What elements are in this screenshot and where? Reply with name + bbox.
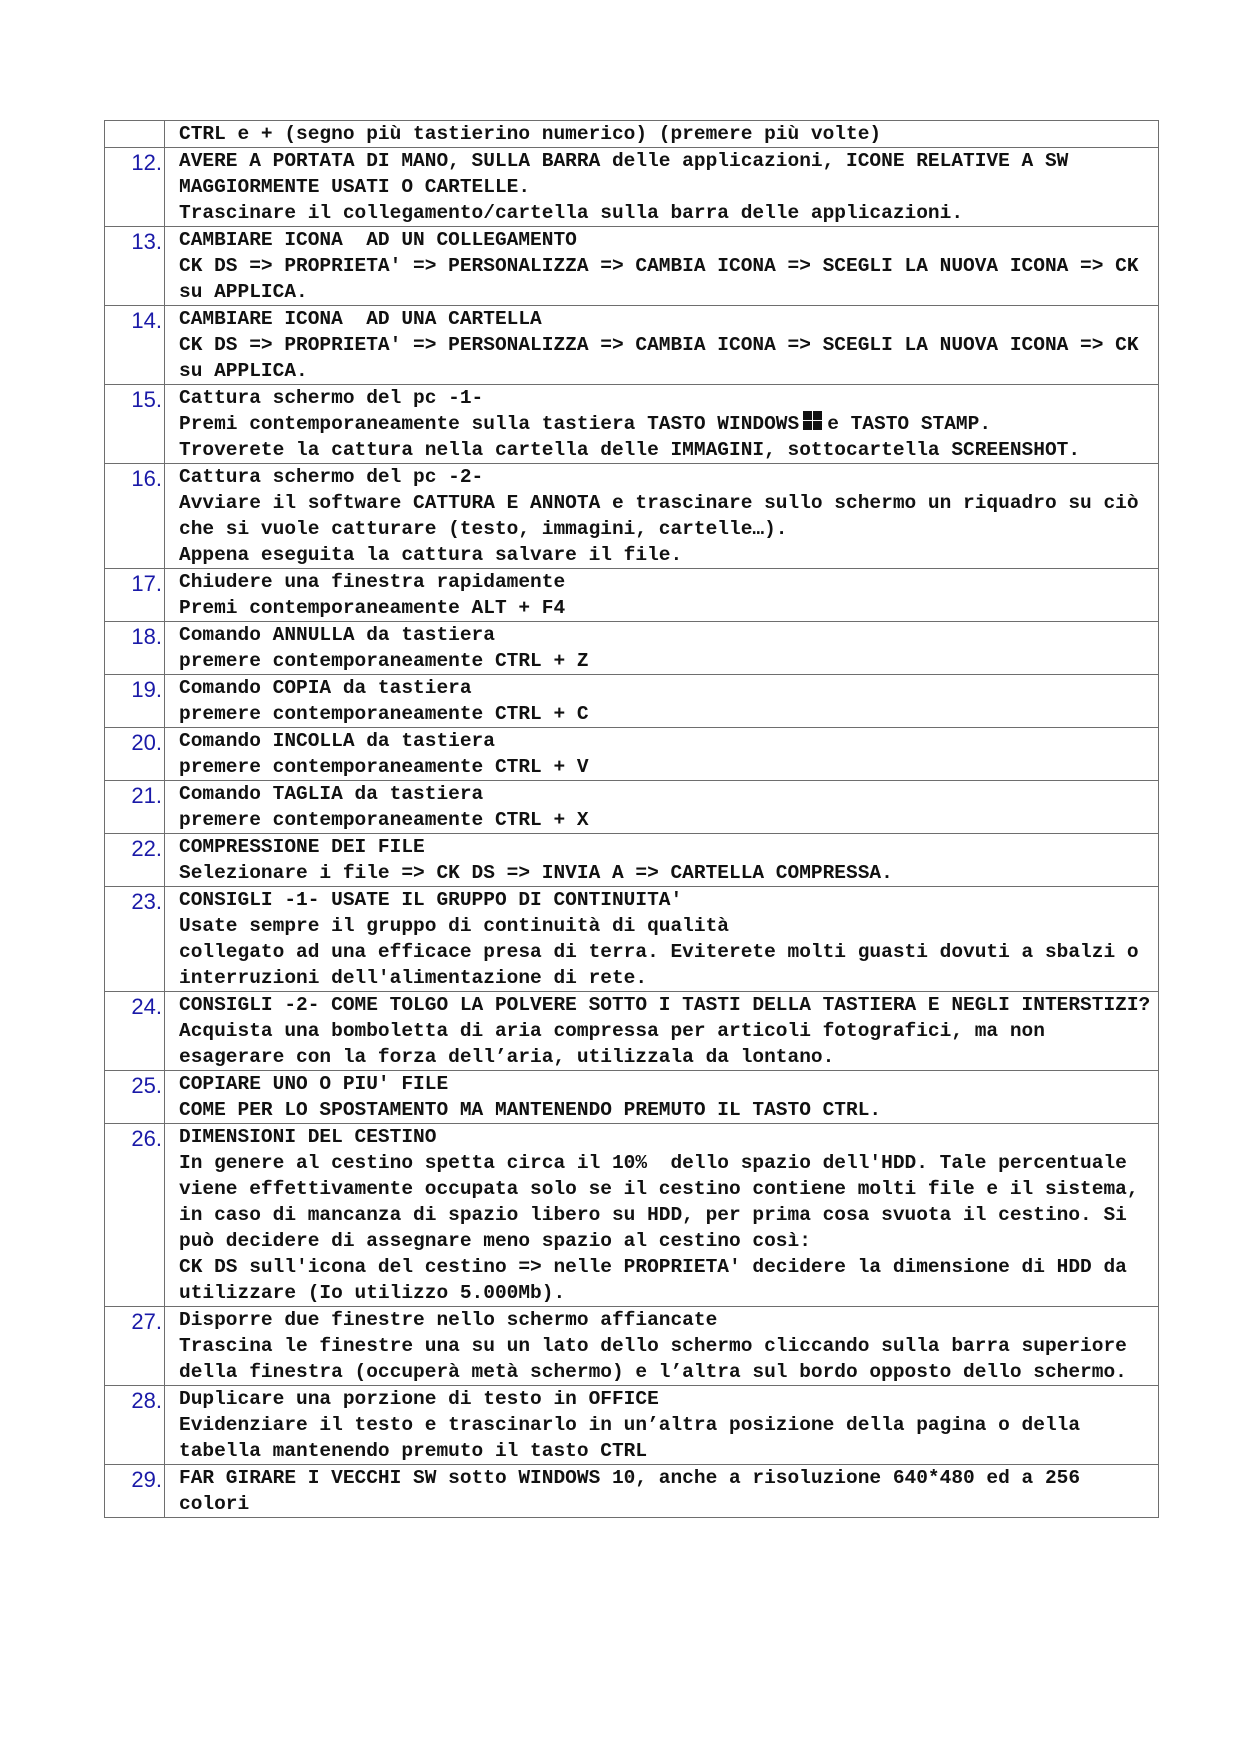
row-text bbox=[165, 148, 1159, 227]
row-text bbox=[165, 1386, 1159, 1465]
text-line: Comando INCOLLA da tastiera bbox=[179, 730, 495, 752]
row-number: 14. bbox=[105, 306, 165, 385]
row-number: 28. bbox=[105, 1386, 165, 1465]
row-text bbox=[165, 306, 1159, 385]
row-text bbox=[165, 728, 1159, 781]
row-number: 21. bbox=[105, 781, 165, 834]
row-number: 16. bbox=[105, 464, 165, 569]
text-line: Chiudere una finestra rapidamente bbox=[179, 571, 566, 593]
row-number: 23. bbox=[105, 887, 165, 992]
text-line: Trascinare il collegamento/cartella sulla barra delle applicazioni. bbox=[179, 202, 964, 224]
text-line: Acquista una bomboletta di aria compressa per articoli fotografici, ma non esagerare con la forza dell’aria, utilizzala da lontano. bbox=[179, 1020, 1057, 1068]
table-row bbox=[105, 1124, 1159, 1307]
table-row bbox=[105, 728, 1159, 781]
table-row bbox=[105, 569, 1159, 622]
text-line: CK DS => PROPRIETA' => PERSONALIZZA => CAMBIA ICONA => SCEGLI LA NUOVA ICONA => CK su APPLICA. bbox=[179, 334, 1151, 382]
table-row bbox=[105, 675, 1159, 728]
row-number: 20. bbox=[105, 728, 165, 781]
row-number: 13. bbox=[105, 227, 165, 306]
table-row bbox=[105, 1307, 1159, 1386]
text-line: Usate sempre il gruppo di continuità di qualità bbox=[179, 915, 729, 937]
text-line: Disporre due finestre nello schermo affiancate bbox=[179, 1309, 718, 1331]
text-line: In genere al cestino spetta circa il 10% dello spazio dell'HDD. Tale percentuale viene effettivamente occupata solo se il cestino contiene molti file e il sistema, in caso di mancanza di spazio libero su HDD, per prima cosa svuota il cestino. Si può decidere di assegnare meno spazio al cestino così: bbox=[179, 1152, 1151, 1252]
table-row bbox=[105, 306, 1159, 385]
tips-table-body bbox=[105, 121, 1159, 1518]
text-segment: e TASTO STAMP. bbox=[827, 413, 992, 435]
text-line: Comando TAGLIA da tastiera bbox=[179, 783, 484, 805]
text-line: Selezionare i file => CK DS => INVIA A => CARTELLA COMPRESSA. bbox=[179, 862, 893, 884]
row-number bbox=[105, 121, 165, 148]
table-row bbox=[105, 148, 1159, 227]
text-line: CK DS => PROPRIETA' => PERSONALIZZA => CAMBIA ICONA => SCEGLI LA NUOVA ICONA => CK su APPLICA. bbox=[179, 255, 1151, 303]
text-line: premere contemporaneamente CTRL + V bbox=[179, 756, 589, 778]
text-line: COME PER LO SPOSTAMENTO MA MANTENENDO PREMUTO IL TASTO CTRL. bbox=[179, 1099, 882, 1121]
text-line: Premi contemporaneamente ALT + F4 bbox=[179, 597, 566, 619]
table-row bbox=[105, 1071, 1159, 1124]
windows-logo-icon bbox=[803, 411, 823, 431]
text-line: Comando COPIA da tastiera bbox=[179, 677, 472, 699]
row-text bbox=[165, 1307, 1159, 1386]
table-row bbox=[105, 1386, 1159, 1465]
text-line: Appena eseguita la cattura salvare il file. bbox=[179, 544, 683, 566]
table-row bbox=[105, 464, 1159, 569]
text-line: Avviare il software CATTURA E ANNOTA e trascinare sullo schermo un riquadro su ciò che si vuole catturare (testo, immagini, cartelle…). bbox=[179, 492, 1151, 540]
row-number: 15. bbox=[105, 385, 165, 464]
row-number: 22. bbox=[105, 834, 165, 887]
table-row bbox=[105, 622, 1159, 675]
text-line: CAMBIARE ICONA AD UN COLLEGAMENTO bbox=[179, 229, 577, 251]
table-row bbox=[105, 121, 1159, 148]
text-line: premere contemporaneamente CTRL + Z bbox=[179, 650, 589, 672]
text-line: collegato ad una efficace presa di terra. Eviterete molti guasti dovuti a sbalzi o interruzioni dell'alimentazione di rete. bbox=[179, 941, 1151, 989]
table-row bbox=[105, 227, 1159, 306]
text-line: premere contemporaneamente CTRL + X bbox=[179, 809, 589, 831]
text-line: Trascina le finestre una su un lato dello schermo cliccando sulla barra superiore della finestra (occuperà metà schermo) e l’altra sul bordo opposto dello schermo. bbox=[179, 1335, 1139, 1383]
text-line: premere contemporaneamente CTRL + C bbox=[179, 703, 589, 725]
text-line: Cattura schermo del pc -1- bbox=[179, 387, 484, 409]
row-number: 18. bbox=[105, 622, 165, 675]
table-row bbox=[105, 1465, 1159, 1518]
text-line: Comando ANNULLA da tastiera bbox=[179, 624, 495, 646]
text-line: COPIARE UNO O PIU' FILE bbox=[179, 1073, 449, 1095]
row-text bbox=[165, 887, 1159, 992]
row-text bbox=[165, 121, 1159, 148]
tips-table bbox=[104, 120, 1159, 1518]
text-segment: Premi contemporaneamente sulla tastiera TASTO WINDOWS bbox=[179, 413, 800, 435]
table-row bbox=[105, 385, 1159, 464]
text-line: COMPRESSIONE DEI FILE bbox=[179, 836, 425, 858]
row-number: 27. bbox=[105, 1307, 165, 1386]
table-row bbox=[105, 887, 1159, 992]
text-line: DIMENSIONI DEL CESTINO bbox=[179, 1126, 437, 1148]
text-line: Troverete la cattura nella cartella delle IMMAGINI, sottocartella SCREENSHOT. bbox=[179, 439, 1081, 461]
table-row bbox=[105, 834, 1159, 887]
row-text bbox=[165, 834, 1159, 887]
row-number: 29. bbox=[105, 1465, 165, 1518]
text-line: FAR GIRARE I VECCHI SW sotto WINDOWS 10, anche a risoluzione 640*480 ed a 256 colori bbox=[179, 1467, 1104, 1515]
text-line: CONSIGLI -1- USATE IL GRUPPO DI CONTINUITA' bbox=[179, 889, 683, 911]
table-row bbox=[105, 992, 1159, 1071]
text-line: CAMBIARE ICONA AD UNA CARTELLA bbox=[179, 308, 542, 330]
row-text bbox=[165, 385, 1159, 464]
row-text bbox=[165, 622, 1159, 675]
row-text bbox=[165, 1465, 1159, 1518]
text-line: CTRL e + (segno più tastierino numerico) (premere più volte) bbox=[179, 123, 882, 145]
text-line: Cattura schermo del pc -2- bbox=[179, 466, 484, 488]
row-text bbox=[165, 781, 1159, 834]
row-text bbox=[165, 464, 1159, 569]
text-line: Duplicare una porzione di testo in OFFICE bbox=[179, 1388, 659, 1410]
row-text bbox=[165, 1071, 1159, 1124]
row-number: 17. bbox=[105, 569, 165, 622]
row-text bbox=[165, 1124, 1159, 1307]
row-number: 24. bbox=[105, 992, 165, 1071]
text-line-with-icon bbox=[179, 411, 1154, 437]
row-number: 12. bbox=[105, 148, 165, 227]
table-row bbox=[105, 781, 1159, 834]
row-text bbox=[165, 569, 1159, 622]
text-line: CK DS sull'icona del cestino => nelle PROPRIETA' decidere la dimensione di HDD da utilizzare (Io utilizzo 5.000Mb). bbox=[179, 1256, 1139, 1304]
row-text bbox=[165, 992, 1159, 1071]
row-text bbox=[165, 227, 1159, 306]
text-line: Evidenziare il testo e trascinarlo in un’altra posizione della pagina o della tabella mantenendo premuto il tasto CTRL bbox=[179, 1414, 1092, 1462]
text-line: AVERE A PORTATA DI MANO, SULLA BARRA delle applicazioni, ICONE RELATIVE A SW MAGGIORMENTE USATI O CARTELLE. bbox=[179, 150, 1081, 198]
row-text bbox=[165, 675, 1159, 728]
row-number: 26. bbox=[105, 1124, 165, 1307]
row-number: 25. bbox=[105, 1071, 165, 1124]
text-line: CONSIGLI -2- COME TOLGO LA POLVERE SOTTO I TASTI DELLA TASTIERA E NEGLI INTERSTIZI? bbox=[179, 994, 1151, 1016]
row-number: 19. bbox=[105, 675, 165, 728]
